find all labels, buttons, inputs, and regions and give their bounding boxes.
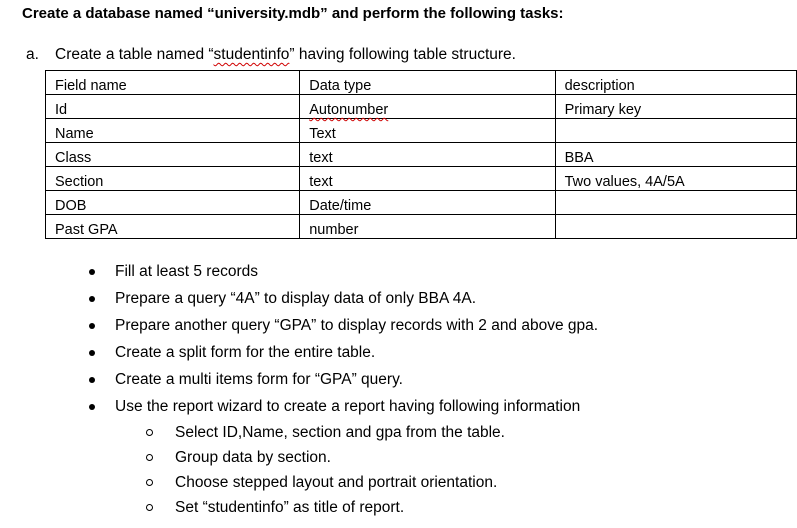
list-item: Prepare another query “GPA” to display records with 2 and above gpa. bbox=[87, 314, 598, 341]
table-header-row bbox=[46, 71, 797, 95]
document-heading: Create a database named “university.mdb” and perform the following tasks: bbox=[22, 5, 564, 22]
cell-type: number bbox=[300, 215, 555, 239]
cell-description: Primary key bbox=[555, 95, 796, 119]
cell-description: Two values, 4A/5A bbox=[555, 167, 796, 191]
cell-type: text bbox=[300, 143, 555, 167]
table-row bbox=[46, 191, 797, 215]
cell-type: Autonumber bbox=[300, 95, 555, 119]
report-sub-list bbox=[146, 421, 505, 521]
list-item: Fill at least 5 records bbox=[87, 260, 598, 287]
cell-field: Id bbox=[46, 95, 300, 119]
header-description: description bbox=[555, 71, 796, 95]
task-bullet-list bbox=[87, 260, 598, 422]
sub-list-item: Select ID,Name, section and gpa from the table. bbox=[146, 421, 505, 446]
table-row bbox=[46, 143, 797, 167]
cell-field: Past GPA bbox=[46, 215, 300, 239]
list-item: Create a split form for the entire table. bbox=[87, 341, 598, 368]
sub-list-item: Group data by section. bbox=[146, 446, 505, 471]
cell-description bbox=[555, 119, 796, 143]
header-data-type: Data type bbox=[300, 71, 555, 95]
cell-type: text bbox=[300, 167, 555, 191]
task-a bbox=[26, 46, 516, 64]
table-structure bbox=[45, 70, 797, 239]
table-row bbox=[46, 119, 797, 143]
cell-description bbox=[555, 191, 796, 215]
table-row bbox=[46, 167, 797, 191]
cell-field: DOB bbox=[46, 191, 300, 215]
cell-type: Text bbox=[300, 119, 555, 143]
task-a-text-before: Create a table named “ bbox=[55, 46, 214, 63]
list-item: Create a multi items form for “GPA” query. bbox=[87, 368, 598, 395]
task-a-letter: a. bbox=[26, 46, 39, 63]
cell-field: Class bbox=[46, 143, 300, 167]
table-row bbox=[46, 215, 797, 239]
table-name-text: studentinfo bbox=[213, 46, 290, 63]
cell-field: Name bbox=[46, 119, 300, 143]
cell-field: Section bbox=[46, 167, 300, 191]
sub-list-item: Set “studentinfo” as title of report. bbox=[146, 496, 505, 521]
cell-type: Date/time bbox=[300, 191, 555, 215]
cell-description: BBA bbox=[555, 143, 796, 167]
sub-list-item: Choose stepped layout and portrait orientation. bbox=[146, 471, 505, 496]
task-a-text-after: ” having following table structure. bbox=[289, 46, 516, 63]
table-row bbox=[46, 95, 797, 119]
list-item: Use the report wizard to create a report having following information bbox=[87, 395, 598, 422]
cell-description bbox=[555, 215, 796, 239]
list-item: Prepare a query “4A” to display data of only BBA 4A. bbox=[87, 287, 598, 314]
header-field-name: Field name bbox=[46, 71, 300, 95]
